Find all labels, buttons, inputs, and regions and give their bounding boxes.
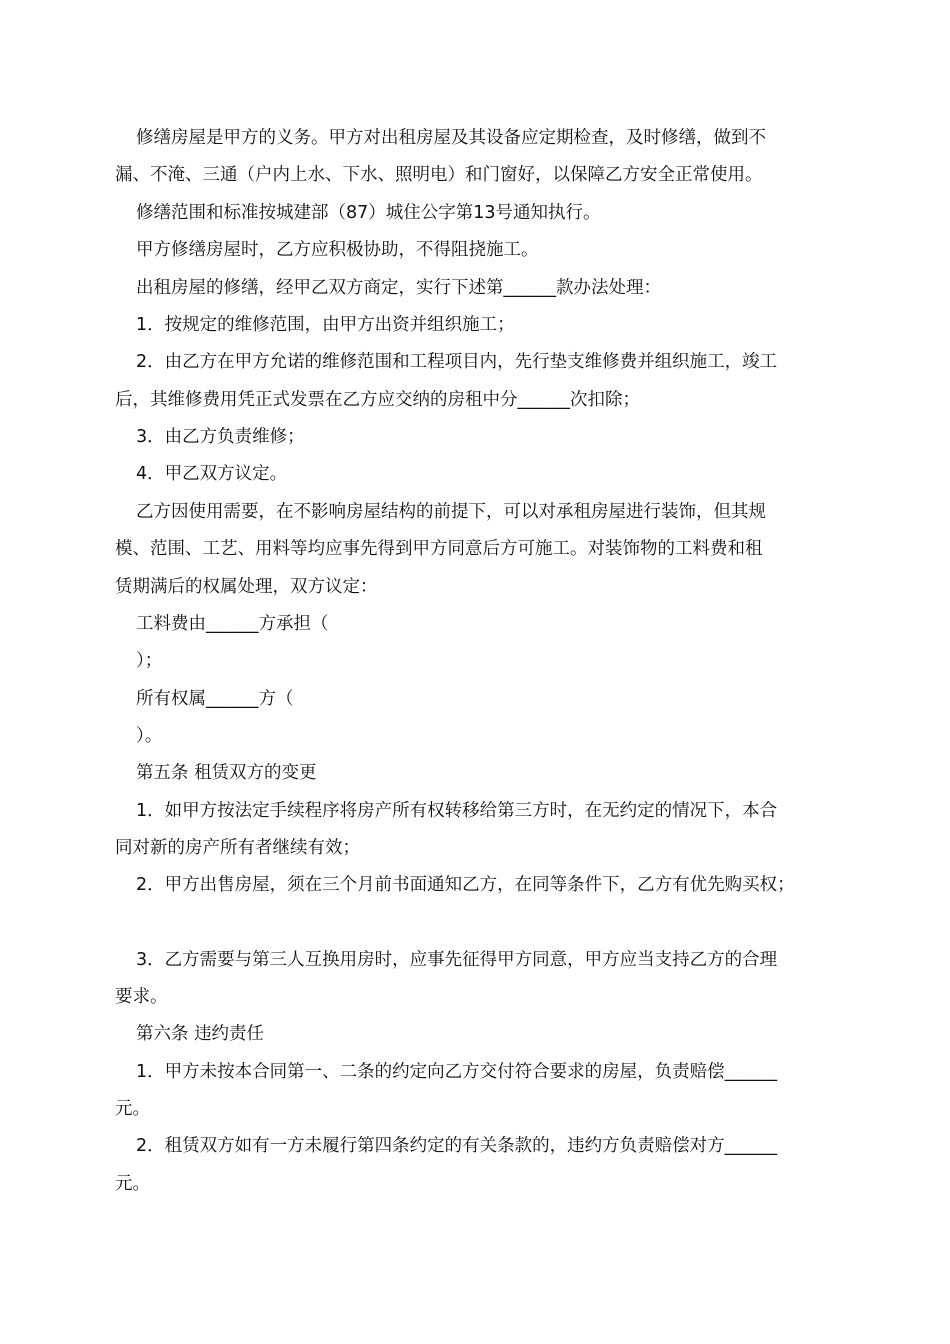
section-heading: 第六条 违约责任 xyxy=(136,1024,265,1044)
text-line: 漏、不淹、三通（户内上水、下水、照明电）和门窗好，以保障乙方安全正常使用。 xyxy=(115,165,763,185)
text-line: 乙方因使用需要，在不影响房屋结构的前提下，可以对承租房屋进行装饰，但其规 xyxy=(136,502,766,522)
text-line: 2．由乙方在甲方允诺的维修范围和工程项目内，先行垫支维修费并组织施工，竣工 xyxy=(136,352,778,372)
text-line: ）； xyxy=(136,651,163,671)
text-line: 1．甲方未按本合同第一、二条的约定向乙方交付符合要求的房屋，负责赔偿______ xyxy=(136,1062,778,1082)
text-line: 元。 xyxy=(115,1099,150,1119)
text-line: 修缮房屋是甲方的义务。甲方对出租房屋及其设备应定期检查，及时修缮，做到不 xyxy=(136,128,766,148)
text-line: 甲方修缮房屋时，乙方应积极协助，不得阻挠施工。 xyxy=(136,240,539,260)
text-line: 所有权属______方（ xyxy=(136,689,294,709)
text-line: 1．如甲方按法定手续程序将房产所有权转移给第三方时，在无约定的情况下，本合 xyxy=(136,801,778,821)
text-line: 2．甲方出售房屋，须在三个月前书面通知乙方，在同等条件下，乙方有优先购买权； xyxy=(136,875,795,895)
text-line: 4．甲乙双方议定。 xyxy=(136,464,288,484)
text-line: 工料费由______方承担（ xyxy=(136,614,329,634)
text-line: 要求。 xyxy=(115,987,168,1007)
text-line: 元。 xyxy=(115,1174,150,1194)
text-line: 1．按规定的维修范围，由甲方出资并组织施工； xyxy=(136,315,515,335)
text-line: 后，其维修费用凭正式发票在乙方应交纳的房租中分______次扣除； xyxy=(115,390,640,410)
text-line: 2．租赁双方如有一方未履行第四条约定的有关条款的，违约方负责赔偿对方______ xyxy=(136,1136,778,1156)
section-heading: 第五条 租赁双方的变更 xyxy=(136,763,317,783)
text-line: 赁期满后的权属处理，双方议定： xyxy=(115,577,378,597)
text-line: 出租房屋的修缮，经甲乙双方商定，实行下述第______款办法处理： xyxy=(136,278,661,298)
text-line: 同对新的房产所有者继续有效； xyxy=(115,838,360,858)
text-line: 修缮范围和标准按城建部（87）城住公字第13号通知执行。 xyxy=(136,203,601,223)
text-line: 3．由乙方负责维修； xyxy=(136,427,305,447)
text-line: 3．乙方需要与第三人互换用房时，应事先征得甲方同意，甲方应当支持乙方的合理 xyxy=(136,950,778,970)
text-line: 模、范围、工艺、用料等均应事先得到甲方同意后方可施工。对装饰物的工料费和租 xyxy=(115,539,763,559)
text-line: ）。 xyxy=(136,726,163,746)
